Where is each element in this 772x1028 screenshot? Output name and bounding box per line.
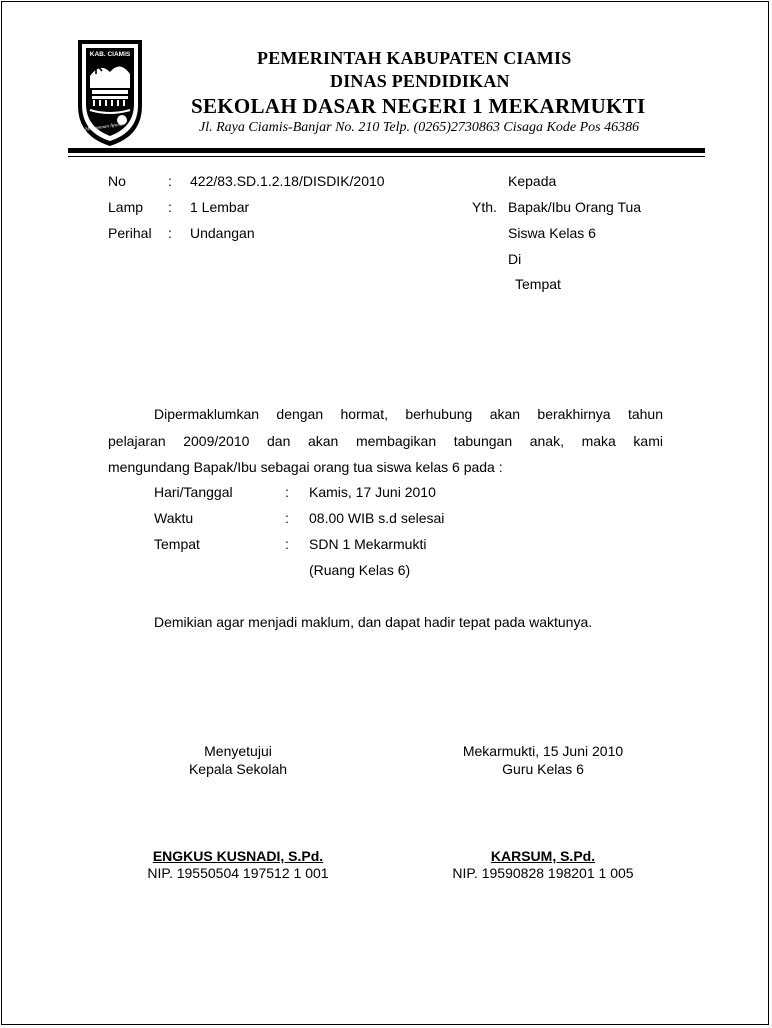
school-district-logo [72, 36, 148, 150]
detail-label-place: Tempat [154, 536, 200, 552]
body-paragraph-line1: Dipermaklumkan dengan hormat, berhubung akan berakhirnya tahun [154, 406, 663, 422]
signature-left-name: ENGKUS KUSNADI, S.Pd. [152, 848, 324, 864]
no-separator: : [168, 173, 172, 189]
signature-right-line2: Guru Kelas 6 [502, 761, 584, 777]
svg-text:Mahayunan Ayuna: Mahayunan Ayuna [84, 122, 123, 133]
lamp-label: Lamp [108, 199, 144, 215]
signature-right-name: KARSUM, S.Pd. [490, 848, 596, 864]
detail-value-room: (Ruang Kelas 6) [309, 562, 411, 578]
detail-separator-date: : [285, 484, 289, 500]
perihal-separator: : [168, 225, 172, 241]
letter-number: 422/83.SD.1.2.18/DISDIK/2010 [190, 173, 385, 189]
detail-value-time: 08.00 WIB s.d selesai [309, 510, 445, 526]
signature-left-line2: Kepala Sekolah [188, 761, 288, 777]
letterhead-government: PEMERINTAH KABUPATEN CIAMIS [257, 48, 572, 68]
letterhead-school: SEKOLAH DASAR NEGERI 1 MEKARMUKTI [191, 94, 646, 118]
recipient-kepada: Kepada [508, 173, 557, 189]
detail-separator-place: : [285, 536, 289, 552]
letterhead-department: DINAS PENDIDIKAN [330, 71, 510, 91]
recipient-line2: Siswa Kelas 6 [508, 225, 596, 241]
subject: Undangan [190, 225, 255, 241]
no-label: No [108, 173, 126, 189]
recipient-yth: Yth. [472, 199, 497, 215]
recipient-line4: Tempat [515, 276, 561, 292]
closing-sentence: Demikian agar menjadi maklum, dan dapat hadir tepat pada waktunya. [154, 614, 593, 630]
detail-label-date: Hari/Tanggal [154, 484, 233, 500]
body-paragraph-line2: pelajaran 2009/2010 dan akan membagikan tabungan anak, maka kami [108, 433, 663, 449]
signature-right-line1: Mekarmukti, 15 Juni 2010 [462, 743, 624, 759]
letterhead-rule-thin [68, 156, 705, 157]
signature-left-line1: Menyetujui [204, 743, 272, 759]
letterhead-rule-thick [68, 148, 705, 153]
recipient-line1: Bapak/Ibu Orang Tua [508, 199, 642, 215]
detail-value-date: Kamis, 17 Juni 2010 [309, 484, 436, 500]
letterhead-address: Jl. Raya Ciamis-Banjar No. 210 Telp. (0265)2730863 Cisaga Kode Pos 46386 [199, 120, 640, 135]
body-paragraph-line3: mengundang Bapak/Ibu sebagai orang tua siswa kelas 6 pada : [108, 459, 503, 475]
detail-separator-time: : [285, 510, 289, 526]
signature-left-nip: NIP. 19550504 197512 1 001 [147, 865, 329, 881]
perihal-label: Perihal [108, 225, 152, 241]
attachment-count: 1 Lembar [190, 199, 250, 215]
lamp-separator: : [168, 199, 172, 215]
signature-right-nip: NIP. 19590828 198201 1 005 [452, 865, 634, 881]
detail-value-place: SDN 1 Mekarmukti [309, 536, 427, 552]
svg-text:KAB. CIAMIS: KAB. CIAMIS [89, 51, 131, 58]
detail-label-time: Waktu [154, 510, 194, 526]
recipient-line3: Di [508, 251, 522, 267]
